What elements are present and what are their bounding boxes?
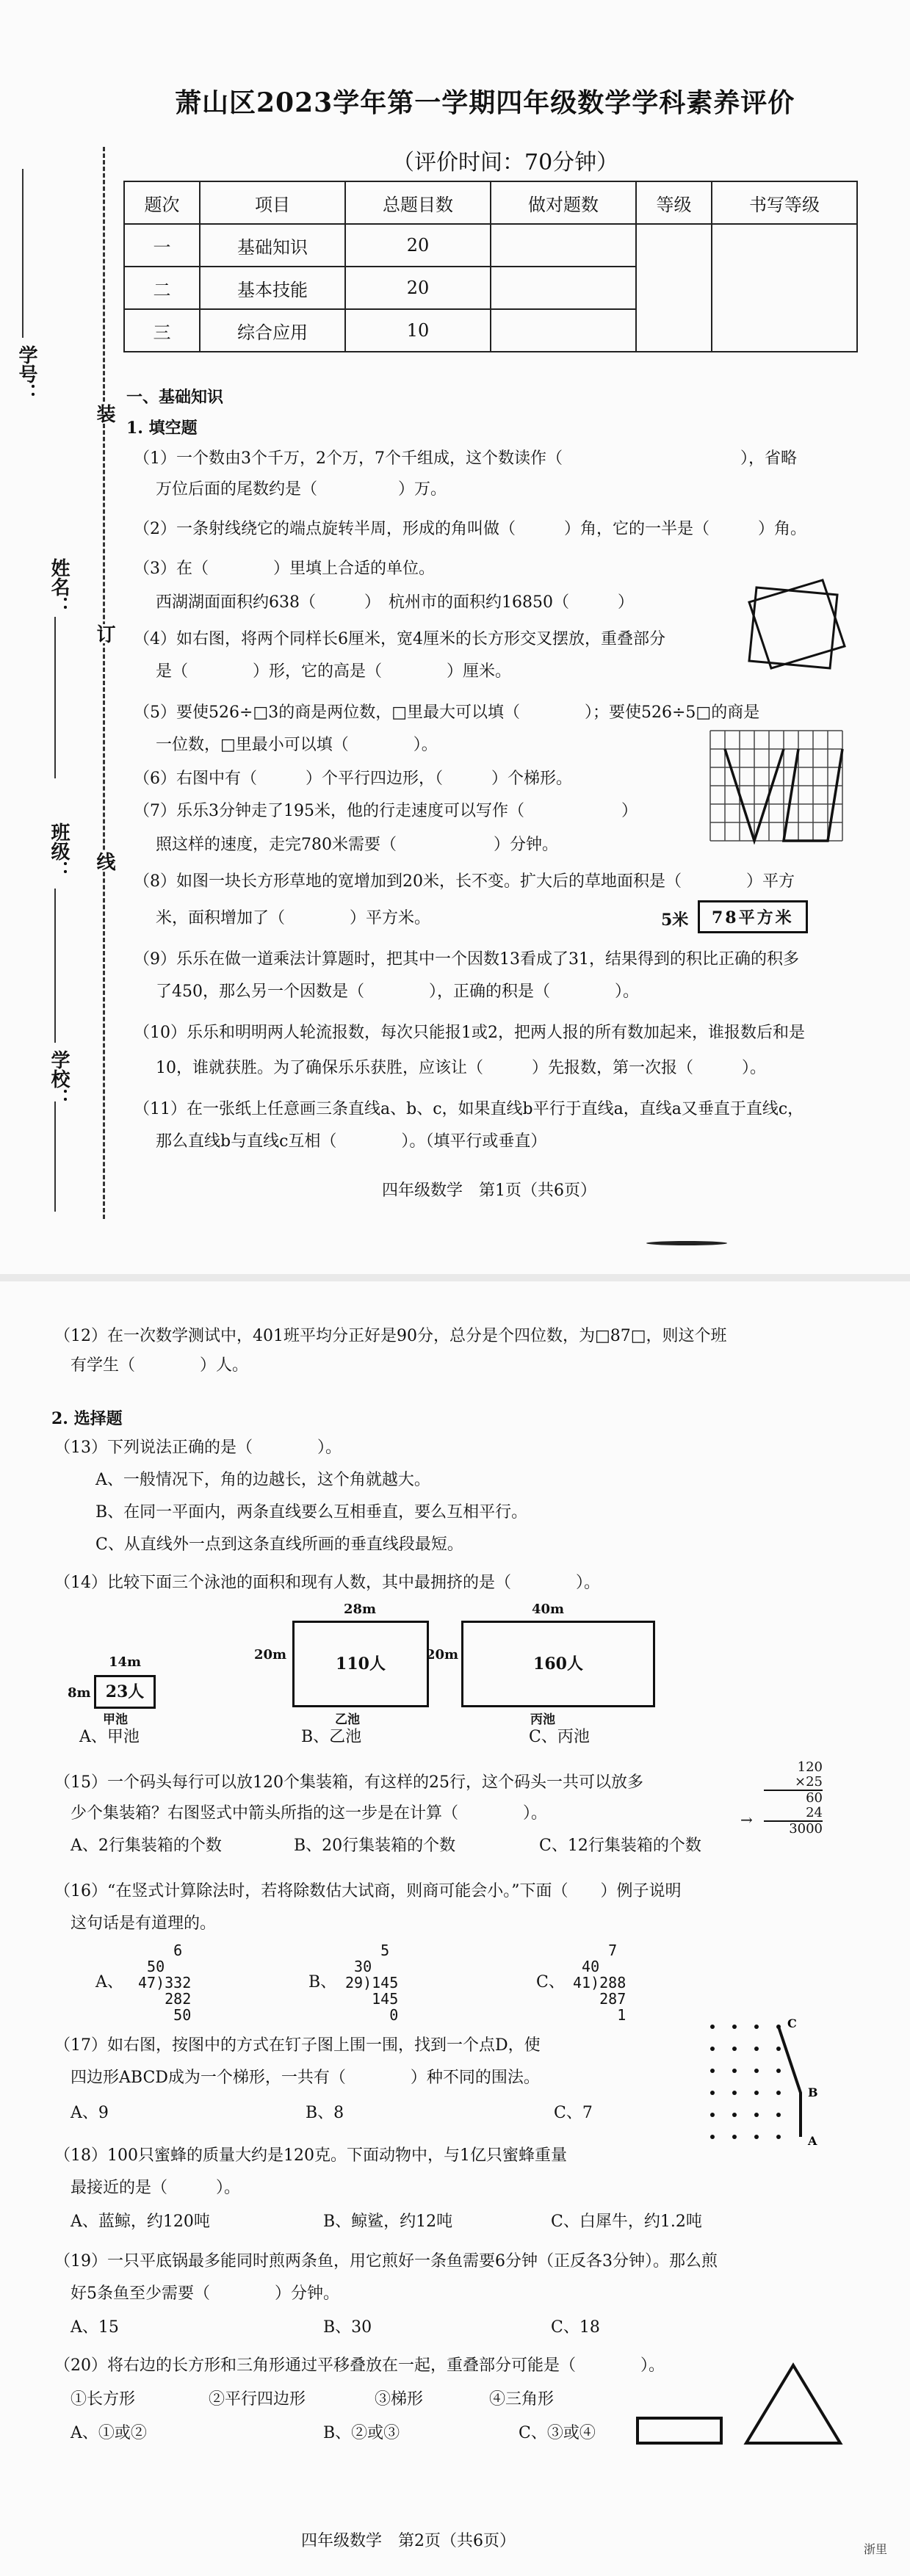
question-8: （8）如图一块长方形草地的宽增加到20米，长不变。扩大后的草地面积是（ ）平方 bbox=[134, 872, 795, 891]
pool-c: 160人 bbox=[461, 1621, 655, 1707]
pool-b-height: 20m bbox=[254, 1647, 287, 1663]
calc-line: 120 bbox=[797, 1759, 823, 1775]
q20-option-c[interactable]: C、③或④ bbox=[519, 2424, 596, 2442]
subsection-heading: 1. 填空题 bbox=[126, 419, 198, 438]
shape-item: ③梯形 bbox=[375, 2390, 424, 2409]
question-19-cont: 好5条鱼至少需要（ ）分钟。 bbox=[71, 2284, 339, 2303]
table-row bbox=[124, 224, 857, 267]
division-calc-b: 5 30 29)145 145 0 bbox=[345, 1942, 399, 2024]
pool-a-width: 14m bbox=[109, 1654, 142, 1670]
question-16: （16）“在竖式计算除法时，若将除数估大试商，则商可能会小。”下面（ ）例子说明 bbox=[54, 1882, 682, 1900]
pool-b-name: 乙池 bbox=[335, 1712, 360, 1727]
question-11-cont: 那么直线b与直线c互相（ ）。（填平行或垂直） bbox=[156, 1132, 547, 1151]
q19-option-b[interactable]: B、30 bbox=[323, 2318, 372, 2337]
page-footer: 四年级数学 第2页（共6页） bbox=[301, 2532, 516, 2550]
header-cell: 总题目数 bbox=[345, 181, 491, 224]
q14-option-a[interactable]: A、甲池 bbox=[79, 1728, 140, 1746]
question-6: （6）右图中有（ ）个平行四边形，（ ）个梯形。 bbox=[134, 770, 572, 788]
grade-cell[interactable] bbox=[636, 224, 712, 352]
q19-option-a[interactable]: A、15 bbox=[71, 2318, 119, 2337]
question-18: （18）100只蜜蜂的质量大约是120克。下面动物中，与1亿只蜜蜂重量 bbox=[54, 2146, 567, 2165]
answer-cell[interactable] bbox=[491, 267, 636, 309]
class-label: 班级： bbox=[48, 822, 70, 880]
answer-cell[interactable] bbox=[491, 309, 636, 352]
calc-line: 60 bbox=[806, 1790, 823, 1806]
shape-item: ②平行四边形 bbox=[209, 2390, 306, 2409]
q19-option-c[interactable]: C、18 bbox=[551, 2318, 600, 2337]
question-4: （4）如右图，将两个同样长6厘米，宽4厘米的长方形交叉摆放，重叠部分 bbox=[134, 630, 665, 648]
point-label: C bbox=[787, 2016, 797, 2030]
question-15: （15）一个码头每行可以放120个集装箱，有这样的25行，这个码头一共可以放多 bbox=[54, 1773, 643, 1792]
question-17-cont: 四边形ABCD成为一个梯形，一共有（ ）种不同的围法。 bbox=[71, 2069, 540, 2087]
table-cell: 三 bbox=[124, 309, 200, 352]
question-2: （2）一条射线绕它的端点旋转半周，形成的角叫做（ ）角，它的一半是（ ）角。 bbox=[134, 520, 807, 538]
q16-option-b[interactable]: B、 bbox=[308, 1973, 337, 1991]
class-underline bbox=[54, 889, 56, 1043]
table-cell: 一 bbox=[124, 224, 200, 267]
page-footer: 四年级数学 第1页（共6页） bbox=[382, 1182, 596, 1200]
question-17: （17）如右图，按图中的方式在钉子图上围一围，找到一个点D，使 bbox=[54, 2036, 541, 2055]
arrow-icon: → bbox=[740, 1811, 753, 1828]
question-7-cont: 照这样的速度，走完780米需要（ ）分钟。 bbox=[156, 836, 558, 854]
question-1-cont: 万位后面的尾数约是（ ）万。 bbox=[156, 480, 447, 499]
pool-b-width: 28m bbox=[344, 1602, 377, 1617]
q20-option-a[interactable]: A、①或② bbox=[71, 2424, 147, 2442]
writing-grade-cell[interactable] bbox=[712, 224, 857, 352]
header-cell: 项目 bbox=[200, 181, 345, 224]
id-underline bbox=[22, 169, 24, 338]
question-8-cont: 米，面积增加了（ ）平方米。 bbox=[156, 909, 431, 927]
question-10-cont: 10，谁就获胜。为了确保乐乐获胜，应该让（ ）先报数，第一次报（ ）。 bbox=[156, 1059, 766, 1077]
pool-b: 110人 bbox=[292, 1621, 429, 1707]
q20-option-b[interactable]: B、②或③ bbox=[323, 2424, 400, 2442]
width-label: 5米 bbox=[661, 911, 689, 930]
pegboard-figure bbox=[705, 2016, 823, 2163]
rectangle-b bbox=[749, 587, 837, 668]
binding-mark: 线 bbox=[91, 852, 118, 871]
pool-c-width: 40m bbox=[532, 1602, 565, 1617]
question-7: （7）乐乐3分钟走了195米，他的行走速度可以写作（ ） bbox=[134, 802, 638, 820]
table-cell: 基本技能 bbox=[200, 267, 345, 309]
corner-watermark: 浙里 bbox=[864, 2544, 888, 2556]
segment-cba bbox=[779, 2027, 801, 2137]
question-1: （1）一个数由3个千万，2个万，7个千组成，这个数读作（ ），省略 bbox=[134, 449, 797, 468]
pool-a-height: 8m bbox=[68, 1685, 91, 1701]
pool-c-height: 20m bbox=[426, 1647, 459, 1663]
point-label: A bbox=[808, 2134, 817, 2148]
q18-option-a[interactable]: A、蓝鲸，约120吨 bbox=[71, 2213, 210, 2231]
pool-c-name: 丙池 bbox=[530, 1712, 555, 1727]
q16-option-a[interactable]: A、 bbox=[95, 1973, 123, 1991]
q15-option-a[interactable]: A、2行集装箱的个数 bbox=[71, 1837, 222, 1855]
rectangle-shape bbox=[636, 2417, 723, 2445]
question-16-cont: 这句话是有道理的。 bbox=[71, 1914, 217, 1933]
exam-page-2 bbox=[0, 1281, 910, 2576]
question-5: （5）要使526÷□3的商是两位数，□里最大可以填（ ）；要使526÷5□的商是 bbox=[134, 703, 760, 722]
grid-figure bbox=[707, 727, 846, 844]
question-15-cont: 少个集装箱？右图竖式中箭头所指的这一步是在计算（ ）。 bbox=[71, 1804, 548, 1823]
division-calc-c: 7 40 41)288 287 1 bbox=[573, 1942, 626, 2024]
header-cell: 题次 bbox=[124, 181, 200, 224]
q17-option-a[interactable]: A、9 bbox=[71, 2104, 109, 2122]
question-9-cont: 了450，那么另一个因数是（ ），正确的积是（ ）。 bbox=[156, 983, 639, 1001]
q18-option-c[interactable]: C、白犀牛，约1.2吨 bbox=[551, 2213, 702, 2231]
question-11: （11）在一张纸上任意画三条直线a、b、c，如果直线b平行于直线a，直线a又垂直于直线c， bbox=[134, 1100, 804, 1118]
school-underline bbox=[54, 1101, 56, 1212]
q15-option-b[interactable]: B、20行集装箱的个数 bbox=[294, 1837, 456, 1855]
q18-option-b[interactable]: B、鲸鲨，约12吨 bbox=[323, 2213, 453, 2231]
question-5-cont: 一位数，□里最小可以填（ ）。 bbox=[156, 736, 438, 754]
division-calc-a: 6 50 47)332 282 50 bbox=[138, 1942, 192, 2024]
name-label: 姓名： bbox=[48, 558, 70, 615]
shape-item: ④三角形 bbox=[489, 2390, 555, 2409]
table-cell: 20 bbox=[345, 267, 491, 309]
q14-option-c[interactable]: C、丙池 bbox=[529, 1728, 590, 1746]
header-cell: 等级 bbox=[636, 181, 712, 224]
pool-a: 23人 bbox=[94, 1675, 156, 1709]
binding-mark: 装 bbox=[91, 404, 118, 423]
table-cell: 综合应用 bbox=[200, 309, 345, 352]
section-heading: 2. 选择题 bbox=[51, 1409, 123, 1428]
page-title: 萧山区2023学年第一学期四年级数学学科素养评价 bbox=[175, 87, 795, 118]
q14-option-b[interactable]: B、乙池 bbox=[301, 1728, 362, 1746]
name-underline bbox=[54, 617, 56, 778]
table-cell: 基础知识 bbox=[200, 224, 345, 267]
answer-cell[interactable] bbox=[491, 224, 636, 267]
school-label: 学校： bbox=[48, 1050, 70, 1107]
question-12-cont: 有学生（ ）人。 bbox=[71, 1356, 249, 1375]
binding-mark: 订 bbox=[91, 624, 118, 643]
question-3: （3）在（ ）里填上合适的单位。 bbox=[134, 560, 435, 578]
calc-line: ×25 bbox=[764, 1775, 823, 1791]
question-19: （19）一只平底锅最多能同时煎两条鱼，用它煎好一条鱼需要6分钟（正反各3分钟）。那么煎 bbox=[54, 2252, 718, 2271]
page-edge-mark bbox=[646, 1241, 727, 1245]
binding-line bbox=[103, 147, 105, 1219]
question-12: （12）在一次数学测试中，401班平均分正好是90分，总分是个四位数，为□87□，则这个班 bbox=[54, 1327, 727, 1345]
overlapping-rectangles-figure bbox=[742, 573, 852, 676]
table-cell: 20 bbox=[345, 224, 491, 267]
question-10: （10）乐乐和明明两人轮流报数，每次只能报1或2，把两人报的所有数加起来，谁报数后和是 bbox=[134, 1024, 805, 1042]
question-13: （13）下列说法正确的是（ ）。 bbox=[54, 1439, 342, 1457]
student-id-label: 学号： bbox=[15, 345, 37, 402]
area-box: 78平方米 bbox=[698, 900, 808, 933]
exam-time: （评价时间：70分钟） bbox=[392, 150, 619, 176]
multiplication-calc bbox=[764, 1760, 823, 1837]
question-4-cont: 是（ ）形，它的高是（ ）厘米。 bbox=[156, 662, 512, 681]
question-3-items: 西湖湖面面积约638（ ） 杭州市的面积约16850（ ） bbox=[156, 593, 634, 612]
q17-option-b[interactable]: B、8 bbox=[306, 2104, 344, 2122]
question-9: （9）乐乐在做一道乘法计算题时，把其中一个因数13看成了31，结果得到的积比正确的积多 bbox=[134, 950, 799, 969]
q16-option-c[interactable]: C、 bbox=[536, 1973, 565, 1991]
q13-option-b[interactable]: B、在同一平面内，两条直线要么互相垂直，要么互相平行。 bbox=[95, 1503, 528, 1522]
q17-option-c[interactable]: C、7 bbox=[554, 2104, 593, 2122]
question-14: （14）比较下面三个泳池的面积和现有人数，其中最拥挤的是（ ）。 bbox=[54, 1574, 600, 1592]
pool-a-name: 甲池 bbox=[103, 1712, 128, 1727]
calc-line: 3000 bbox=[789, 1821, 823, 1837]
header-cell: 书写等级 bbox=[712, 181, 857, 224]
section-heading: 一、基础知识 bbox=[126, 388, 224, 407]
q13-option-a[interactable]: A、一般情况下，角的边越长，这个角就越大。 bbox=[95, 1471, 430, 1489]
table-cell: 二 bbox=[124, 267, 200, 309]
q13-option-c[interactable]: C、从直线外一点到这条直线所画的垂直线段最短。 bbox=[95, 1535, 463, 1554]
calc-line-arrow: 24 bbox=[764, 1806, 823, 1822]
table-cell: 10 bbox=[345, 309, 491, 352]
triangle-shape bbox=[742, 2361, 845, 2449]
header-cell: 做对题数 bbox=[491, 181, 636, 224]
question-20: （20）将右边的长方形和三角形通过平移叠放在一起，重叠部分可能是（ ）。 bbox=[54, 2356, 665, 2375]
score-table bbox=[123, 181, 858, 352]
question-18-cont: 最接近的是（ ）。 bbox=[71, 2179, 241, 2197]
shape-item: ①长方形 bbox=[71, 2390, 136, 2409]
exam-page-1 bbox=[0, 0, 910, 1274]
score-table-header bbox=[124, 181, 857, 224]
q15-option-c[interactable]: C、12行集装箱的个数 bbox=[539, 1837, 701, 1855]
point-label: B bbox=[808, 2085, 818, 2099]
